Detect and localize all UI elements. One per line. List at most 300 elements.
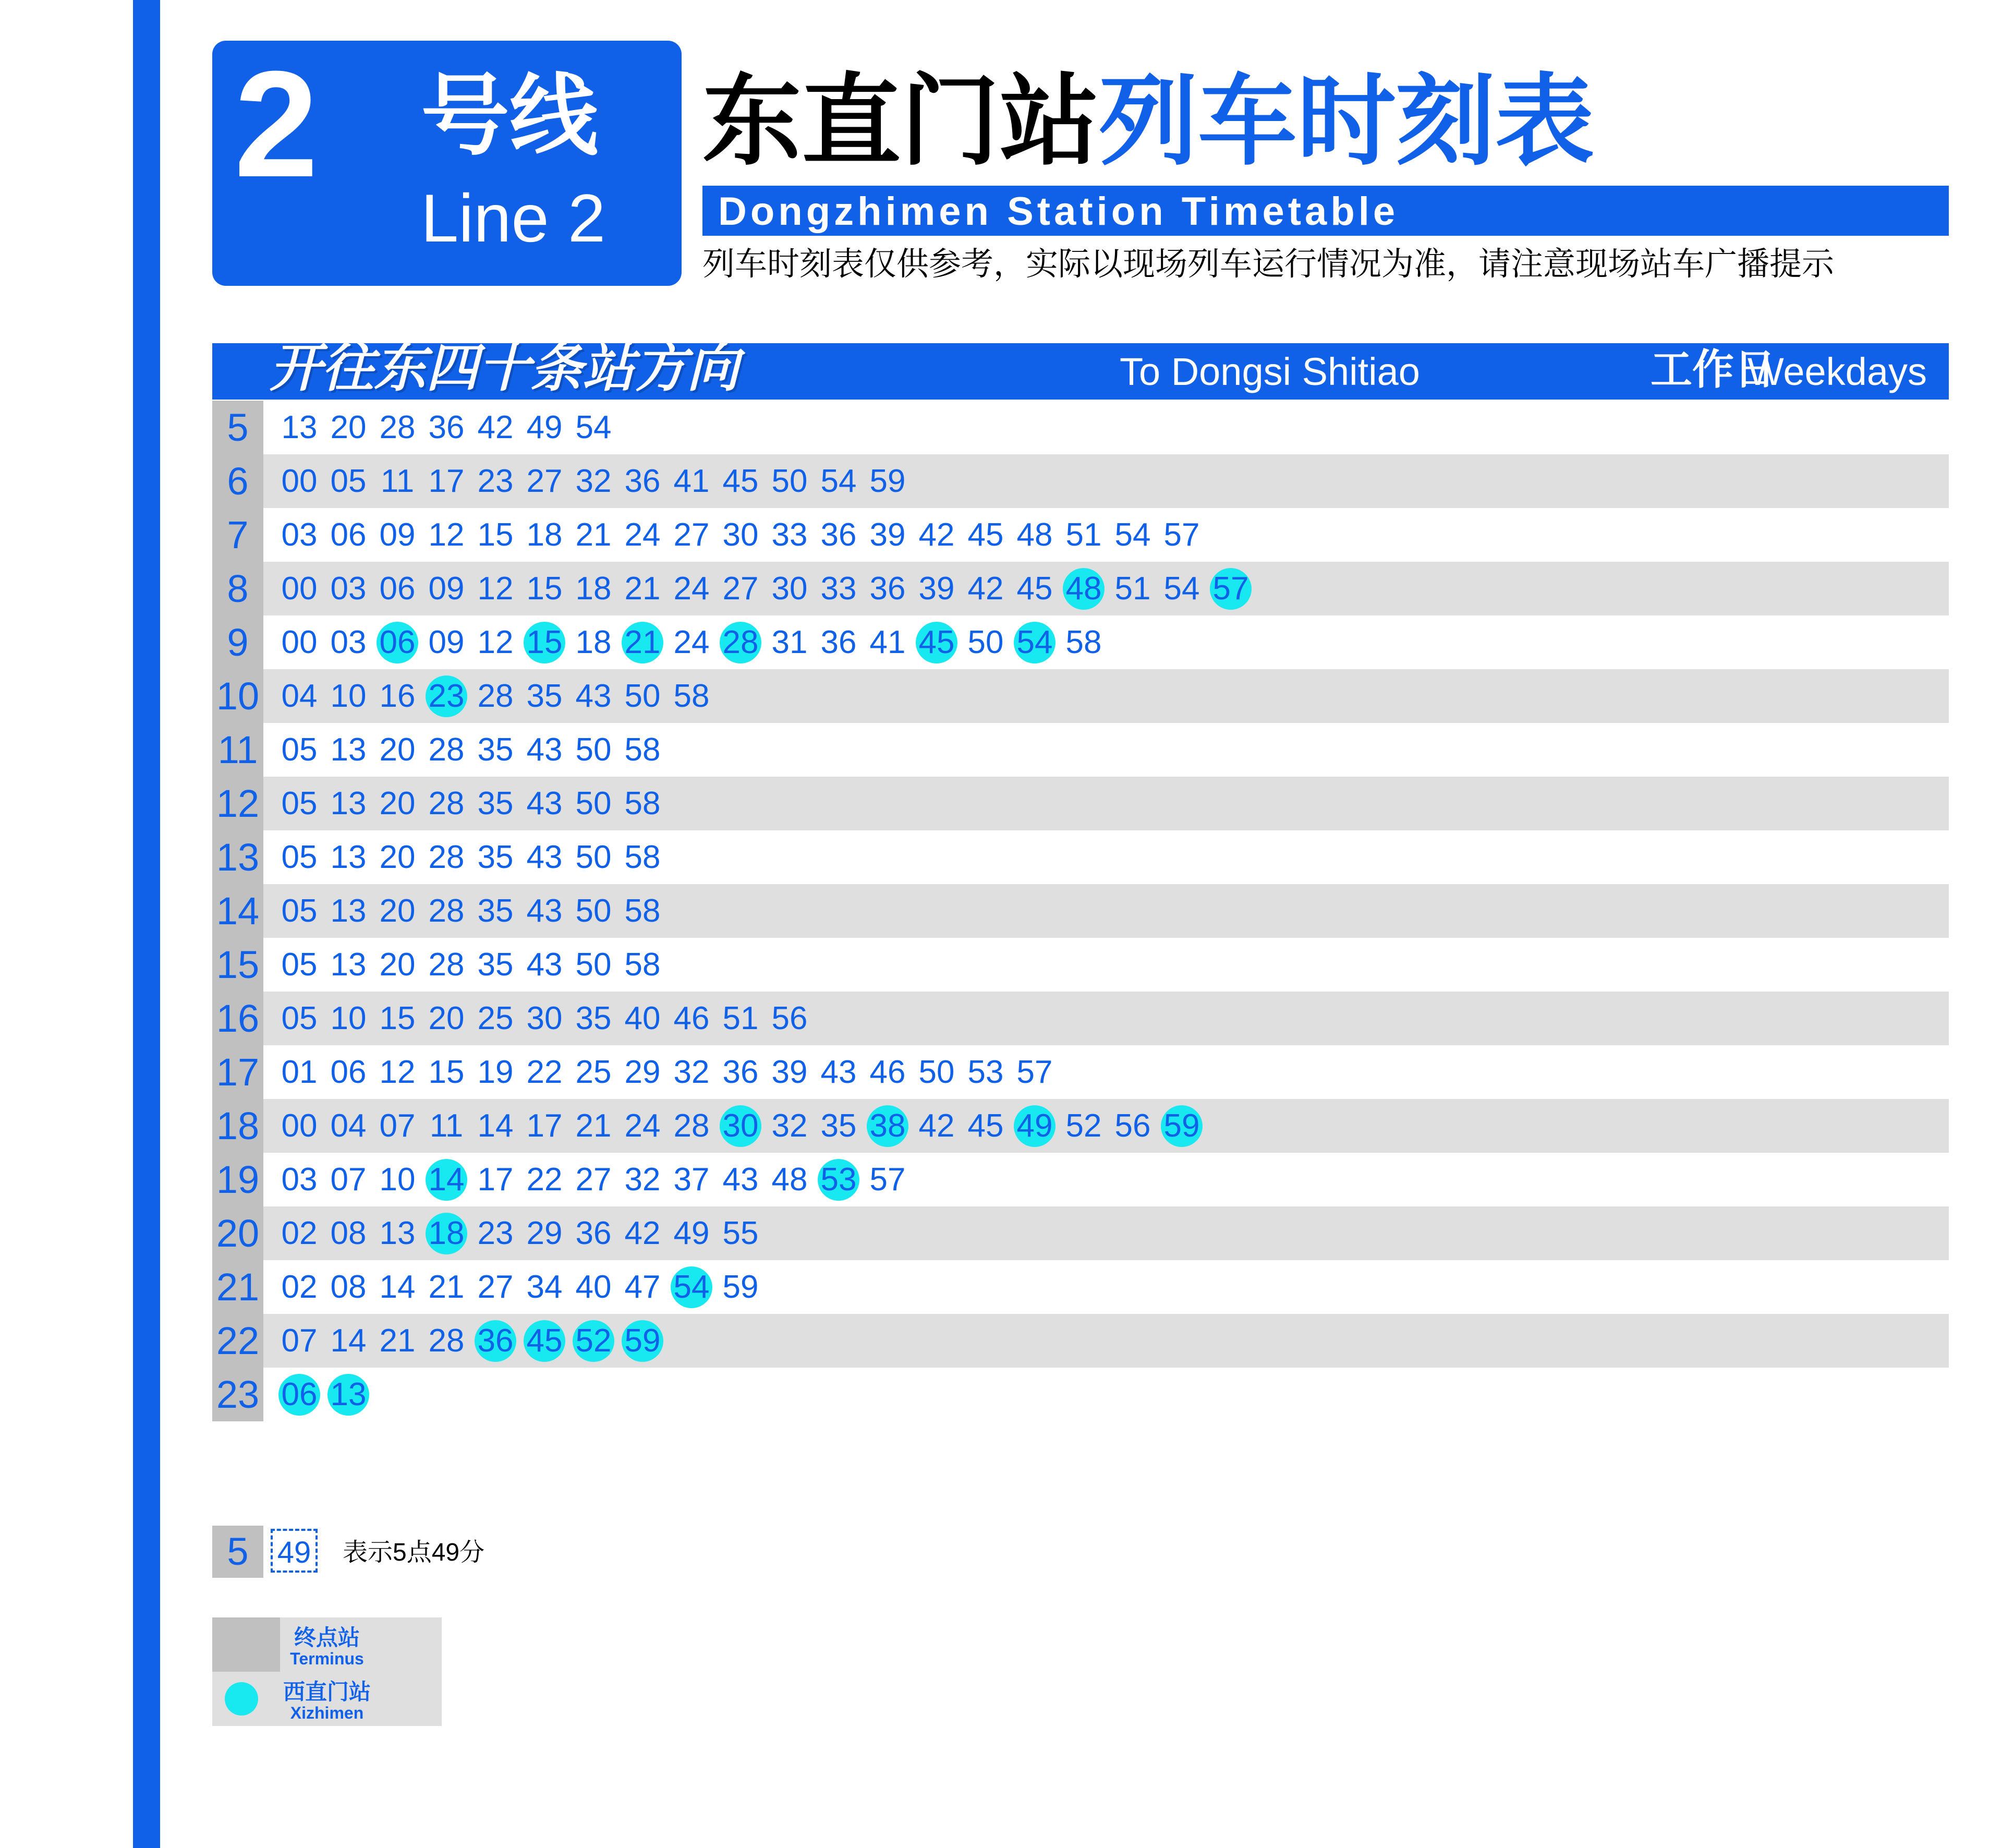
timetable-hour-cell: 5 (212, 401, 263, 454)
timetable-minute: 17 (477, 1162, 514, 1198)
timetable-minute: 07 (281, 1323, 318, 1359)
timetable-minute: 11 (429, 1108, 464, 1144)
timetable-minute: 33 (820, 571, 857, 607)
timetable-minute: 50 (575, 839, 612, 876)
timetable-row (212, 1206, 1949, 1260)
timetable-minutes (275, 562, 1255, 615)
timetable-minute: 05 (281, 947, 318, 983)
timetable-minute: 51 (722, 1000, 759, 1037)
timetable-minute-terminus: 15 (524, 622, 565, 663)
timetable-sheet (160, 0, 2002, 1848)
timetable-minute: 21 (575, 517, 612, 553)
timetable-minute: 17 (526, 1108, 563, 1144)
timetable-minute: 20 (428, 1000, 465, 1037)
timetable-minute: 00 (281, 571, 318, 607)
timetable-minutes (275, 830, 667, 884)
timetable-minute: 47 (624, 1269, 661, 1306)
timetable-minutes (275, 938, 667, 992)
timetable-minute: 50 (575, 732, 612, 768)
timetable-row (212, 723, 1949, 777)
timetable-minute: 34 (526, 1269, 563, 1306)
disclaimer-note: 列车时刻表仅供参考，实际以现场列车运行情况为准，请注意现场站车广播提示 (702, 246, 1835, 282)
timetable-row (212, 938, 1949, 992)
timetable-minute: 10 (330, 1000, 367, 1037)
timetable-minute: 00 (281, 463, 318, 500)
timetable-minute: 48 (1016, 517, 1053, 553)
timetable-minute: 57 (869, 1162, 906, 1198)
timetable-minute-terminus: 18 (426, 1213, 467, 1254)
timetable-minute: 31 (771, 624, 808, 661)
timetable-minute: 45 (967, 1108, 1004, 1144)
timetable-minute-terminus: 45 (524, 1320, 565, 1362)
timetable-minute: 13 (281, 409, 318, 446)
timetable-minute: 36 (722, 1054, 759, 1091)
timetable-minute: 40 (624, 1000, 661, 1037)
timetable-minute-terminus: 21 (622, 622, 663, 663)
timetable-minute: 28 (428, 947, 465, 983)
timetable-minute: 54 (1163, 571, 1200, 607)
timetable-row (212, 1153, 1949, 1206)
timetable-hour-cell: 22 (212, 1314, 263, 1368)
timetable-minute: 35 (575, 1000, 612, 1037)
timetable-minute: 03 (281, 517, 318, 553)
timetable-minute: 35 (477, 947, 514, 983)
timetable-row (212, 1368, 1949, 1421)
timetable-minute-terminus: 59 (1161, 1105, 1203, 1147)
page-title-en-bar (702, 186, 1949, 236)
timetable-minute: 13 (330, 947, 367, 983)
timetable-minute: 10 (379, 1162, 416, 1198)
timetable-minute: 20 (379, 893, 416, 929)
timetable-minute: 14 (477, 1108, 514, 1144)
timetable-minute: 08 (330, 1215, 367, 1252)
line-number: 2 (234, 40, 319, 209)
timetable-minute: 05 (281, 732, 318, 768)
line-badge (212, 41, 682, 286)
timetable-minute: 49 (526, 409, 563, 446)
timetable-minute: 27 (673, 517, 710, 553)
timetable-row (212, 562, 1949, 615)
timetable-minutes (275, 1045, 1059, 1099)
timetable-minute: 28 (379, 409, 416, 446)
timetable-minutes (275, 1099, 1206, 1153)
timetable-minute: 05 (281, 893, 318, 929)
timetable-minute: 57 (1163, 517, 1200, 553)
timetable-minute: 35 (820, 1108, 857, 1144)
timetable-minute: 40 (575, 1269, 612, 1306)
timetable-row (212, 615, 1949, 669)
legend-station-row (212, 1672, 442, 1726)
timetable-minute: 45 (722, 463, 759, 500)
timetable-minute: 15 (379, 1000, 416, 1037)
timetable-hour-cell: 11 (212, 723, 263, 777)
timetable-minute: 21 (379, 1323, 416, 1359)
timetable-minute: 28 (477, 678, 514, 715)
timetable-row (212, 1260, 1949, 1314)
timetable-minute: 54 (575, 409, 612, 446)
page-title-station: 东直门站 (702, 66, 1099, 177)
legend-example-text: 表示5点49分 (343, 1539, 485, 1566)
timetable-row (212, 1314, 1949, 1368)
timetable-minute: 43 (526, 947, 563, 983)
timetable-minute: 59 (869, 463, 906, 500)
timetable-minute: 23 (477, 463, 514, 500)
timetable-minute: 50 (575, 947, 612, 983)
timetable-minute: 12 (428, 517, 465, 553)
left-accent-bar (133, 0, 160, 1848)
page-title-en: Dongzhimen Station Timetable (718, 189, 1399, 234)
timetable-row (212, 454, 1949, 508)
timetable-minute: 36 (575, 1215, 612, 1252)
timetable-minute: 54 (1114, 517, 1151, 553)
timetable-row (212, 401, 1949, 454)
timetable-minute: 05 (281, 839, 318, 876)
page-title (702, 66, 1595, 177)
timetable-minute: 02 (281, 1269, 318, 1306)
timetable-minutes (275, 884, 667, 938)
direction-label-en: To Dongsi Shitiao (1120, 350, 1420, 393)
timetable-minute: 58 (624, 786, 661, 822)
legend-terminus-en: Terminus (290, 1649, 364, 1668)
timetable-minute: 42 (918, 517, 955, 553)
timetable-minute: 56 (771, 1000, 808, 1037)
timetable-minute: 58 (1065, 624, 1102, 661)
timetable-minute: 39 (918, 571, 955, 607)
timetable-minute: 05 (281, 786, 318, 822)
timetable-hour-cell: 19 (212, 1153, 263, 1206)
timetable-minute: 43 (526, 893, 563, 929)
timetable-hour-cell: 15 (212, 938, 263, 992)
timetable-minute: 57 (1016, 1054, 1053, 1091)
timetable-minute: 20 (379, 839, 416, 876)
timetable-minute: 50 (771, 463, 808, 500)
timetable-minute: 18 (575, 624, 612, 661)
timetable-minute-terminus: 06 (377, 622, 418, 663)
timetable-minute: 20 (379, 786, 416, 822)
timetable-minute-terminus: 36 (475, 1320, 516, 1362)
page-title-suffix: 列车时刻表 (1099, 66, 1595, 177)
timetable-minute: 45 (1016, 571, 1053, 607)
timetable-hour-cell: 12 (212, 777, 263, 830)
timetable-minute: 24 (673, 624, 710, 661)
timetable-minute: 28 (428, 839, 465, 876)
timetable-minutes (275, 1368, 373, 1421)
timetable-minute: 30 (526, 1000, 563, 1037)
timetable-minute: 23 (477, 1215, 514, 1252)
timetable-minutes (275, 777, 667, 830)
timetable-minute: 21 (624, 571, 661, 607)
timetable-row (212, 992, 1949, 1045)
timetable-minute: 58 (673, 678, 710, 715)
timetable-minute-terminus: 13 (327, 1374, 369, 1416)
timetable-minute: 28 (428, 893, 465, 929)
timetable-minute: 43 (575, 678, 612, 715)
timetable-minute: 05 (281, 1000, 318, 1037)
timetable-minute: 13 (330, 893, 367, 929)
timetable-minute: 32 (624, 1162, 661, 1198)
timetable-hour-cell: 7 (212, 508, 263, 562)
timetable-minutes (275, 1153, 912, 1206)
timetable (212, 401, 1949, 1421)
timetable-minute: 35 (477, 893, 514, 929)
timetable-minute: 00 (281, 624, 318, 661)
timetable-minute: 24 (673, 571, 710, 607)
timetable-minute: 13 (379, 1215, 416, 1252)
timetable-minute: 30 (722, 517, 759, 553)
timetable-hour-cell: 18 (212, 1099, 263, 1153)
timetable-minute: 41 (673, 463, 710, 500)
timetable-minute: 37 (673, 1162, 710, 1198)
timetable-minute: 06 (330, 1054, 367, 1091)
legend-terminus-cn: 终点站 (294, 1625, 360, 1650)
timetable-hour-cell: 13 (212, 830, 263, 884)
timetable-minute: 50 (967, 624, 1004, 661)
timetable-minute: 53 (967, 1054, 1004, 1091)
timetable-minute: 12 (379, 1054, 416, 1091)
timetable-minute: 28 (428, 732, 465, 768)
timetable-minute: 39 (771, 1054, 808, 1091)
timetable-minute: 58 (624, 893, 661, 929)
timetable-minute: 20 (379, 947, 416, 983)
legend-example-minute: 49 (271, 1529, 318, 1573)
timetable-minute: 39 (869, 517, 906, 553)
timetable-minute: 51 (1114, 571, 1151, 607)
legend-example-hour: 5 (212, 1526, 263, 1578)
timetable-minute: 42 (624, 1215, 661, 1252)
timetable-minute: 35 (526, 678, 563, 715)
timetable-minutes (275, 992, 814, 1045)
timetable-hour-cell: 20 (212, 1206, 263, 1260)
timetable-minute: 42 (967, 571, 1004, 607)
legend-terminus-row (212, 1617, 442, 1672)
timetable-minute: 42 (477, 409, 514, 446)
timetable-minute: 58 (624, 732, 661, 768)
legend-station-en: Xizhimen (290, 1704, 364, 1722)
timetable-minute: 27 (477, 1269, 514, 1306)
timetable-minute: 56 (1114, 1108, 1151, 1144)
timetable-minute: 28 (673, 1108, 710, 1144)
legend-station-cn: 西直门站 (283, 1680, 371, 1704)
timetable-minute: 59 (722, 1269, 759, 1306)
timetable-minute: 14 (330, 1323, 367, 1359)
timetable-minute-terminus: 30 (720, 1105, 761, 1147)
timetable-minute: 55 (722, 1215, 759, 1252)
timetable-minute: 36 (869, 571, 906, 607)
timetable-minute: 33 (771, 517, 808, 553)
timetable-minute: 13 (330, 786, 367, 822)
timetable-minute: 17 (428, 463, 465, 500)
timetable-minute-terminus: 48 (1063, 568, 1105, 610)
timetable-minutes (275, 401, 618, 454)
timetable-minute: 58 (624, 947, 661, 983)
timetable-minute: 00 (281, 1108, 318, 1144)
timetable-minute: 12 (477, 571, 514, 607)
timetable-minute: 36 (820, 624, 857, 661)
timetable-minute: 48 (771, 1162, 808, 1198)
timetable-minute: 49 (673, 1215, 710, 1252)
legend (212, 1526, 838, 1722)
timetable-hour-cell: 21 (212, 1260, 263, 1314)
timetable-minute: 50 (918, 1054, 955, 1091)
line-label-en: Line 2 (421, 180, 606, 256)
timetable-minute: 43 (526, 786, 563, 822)
timetable-minute: 50 (575, 786, 612, 822)
timetable-row (212, 884, 1949, 938)
timetable-row (212, 1045, 1949, 1099)
timetable-minute: 43 (820, 1054, 857, 1091)
timetable-minute: 15 (477, 517, 514, 553)
daytype-label-cn: 工作日 (1651, 346, 1776, 393)
timetable-minute: 09 (428, 624, 465, 661)
timetable-minute: 43 (526, 839, 563, 876)
timetable-minute: 22 (526, 1162, 563, 1198)
timetable-minute: 28 (428, 1323, 465, 1359)
timetable-row (212, 830, 1949, 884)
timetable-minutes (275, 454, 912, 508)
timetable-minute: 29 (624, 1054, 661, 1091)
timetable-minute: 06 (379, 571, 416, 607)
timetable-minute: 03 (330, 571, 367, 607)
timetable-minute: 35 (477, 786, 514, 822)
timetable-hour-cell: 6 (212, 454, 263, 508)
timetable-minute: 01 (281, 1054, 318, 1091)
timetable-minute: 30 (771, 571, 808, 607)
timetable-minute: 58 (624, 839, 661, 876)
timetable-minutes (275, 508, 1206, 562)
timetable-minute-terminus: 45 (916, 622, 957, 663)
timetable-row (212, 669, 1949, 723)
timetable-minute: 24 (624, 517, 661, 553)
timetable-minute: 19 (477, 1054, 514, 1091)
timetable-minute: 22 (526, 1054, 563, 1091)
timetable-minute: 05 (330, 463, 367, 500)
timetable-minute: 36 (624, 463, 661, 500)
timetable-minute: 50 (575, 893, 612, 929)
timetable-minute: 41 (869, 624, 906, 661)
timetable-minute-terminus: 59 (622, 1320, 663, 1362)
timetable-hour-cell: 8 (212, 562, 263, 615)
legend-example (212, 1526, 838, 1578)
timetable-minute: 11 (380, 463, 415, 500)
timetable-minute: 15 (428, 1054, 465, 1091)
timetable-minute: 09 (428, 571, 465, 607)
timetable-minutes (275, 615, 1108, 669)
timetable-minute-terminus: 53 (818, 1159, 859, 1201)
timetable-minute: 36 (428, 409, 465, 446)
timetable-minute: 35 (477, 839, 514, 876)
timetable-minute: 21 (575, 1108, 612, 1144)
timetable-minute: 35 (477, 732, 514, 768)
timetable-minutes (275, 1260, 765, 1314)
timetable-row (212, 777, 1949, 830)
timetable-minute: 24 (624, 1108, 661, 1144)
timetable-minutes (275, 723, 667, 777)
timetable-minute: 54 (820, 463, 857, 500)
timetable-minute: 15 (526, 571, 563, 607)
timetable-minute: 07 (379, 1108, 416, 1144)
timetable-minutes (275, 1206, 765, 1260)
timetable-minute: 27 (722, 571, 759, 607)
timetable-minute: 27 (575, 1162, 612, 1198)
timetable-minute: 21 (428, 1269, 465, 1306)
timetable-minute: 12 (477, 624, 514, 661)
timetable-hour-cell: 14 (212, 884, 263, 938)
direction-bar (212, 339, 1949, 400)
timetable-minute-terminus: 54 (1014, 622, 1055, 663)
timetable-minute-terminus: 52 (573, 1320, 614, 1362)
line-label-cn: 号线 (421, 67, 599, 166)
timetable-minute: 13 (330, 732, 367, 768)
timetable-minute-terminus: 38 (867, 1105, 908, 1147)
timetable-minute: 18 (575, 571, 612, 607)
timetable-minute: 42 (918, 1108, 955, 1144)
timetable-minute: 08 (330, 1269, 367, 1306)
timetable-minute: 06 (330, 517, 367, 553)
timetable-minute-terminus: 54 (671, 1266, 712, 1308)
timetable-minute: 28 (428, 786, 465, 822)
timetable-minute: 36 (820, 517, 857, 553)
timetable-minute: 32 (771, 1108, 808, 1144)
timetable-minutes (275, 669, 716, 723)
timetable-minute: 45 (967, 517, 1004, 553)
timetable-minute: 20 (330, 409, 367, 446)
timetable-minute: 32 (673, 1054, 710, 1091)
timetable-minute: 27 (526, 463, 563, 500)
timetable-row (212, 1099, 1949, 1153)
timetable-minute: 16 (379, 678, 416, 715)
timetable-minute-terminus: 49 (1014, 1105, 1055, 1147)
timetable-minute: 46 (673, 1000, 710, 1037)
timetable-minute: 04 (330, 1108, 367, 1144)
timetable-minute: 13 (330, 839, 367, 876)
timetable-minute: 51 (1065, 517, 1102, 553)
timetable-minute: 50 (624, 678, 661, 715)
timetable-minute-terminus: 14 (426, 1159, 467, 1201)
timetable-minute-terminus: 06 (278, 1374, 320, 1416)
timetable-minute: 32 (575, 463, 612, 500)
legend-key (212, 1617, 442, 1726)
timetable-hour-cell: 16 (212, 992, 263, 1045)
timetable-hour-cell: 10 (212, 669, 263, 723)
timetable-minute: 07 (330, 1162, 367, 1198)
timetable-hour-cell: 17 (212, 1045, 263, 1099)
timetable-minute: 52 (1065, 1108, 1102, 1144)
daytype-label-en: Weekdays (1747, 350, 1927, 393)
timetable-minute: 43 (526, 732, 563, 768)
timetable-minute: 03 (281, 1162, 318, 1198)
timetable-row (212, 508, 1949, 562)
timetable-minute: 20 (379, 732, 416, 768)
timetable-minute-terminus: 57 (1210, 568, 1252, 610)
timetable-minute: 10 (330, 678, 367, 715)
timetable-minute: 03 (330, 624, 367, 661)
timetable-minute: 18 (526, 517, 563, 553)
timetable-minute: 02 (281, 1215, 318, 1252)
timetable-minutes (275, 1314, 667, 1368)
timetable-minute: 09 (379, 517, 416, 553)
timetable-minute: 14 (379, 1269, 416, 1306)
timetable-hour-cell: 9 (212, 615, 263, 669)
timetable-minute-terminus: 28 (720, 622, 761, 663)
direction-label-cn: 开往东四十条站方向 (270, 339, 739, 397)
timetable-minute: 46 (869, 1054, 906, 1091)
timetable-minute: 29 (526, 1215, 563, 1252)
timetable-minute: 04 (281, 678, 318, 715)
page-header (212, 41, 1949, 286)
timetable-minute: 43 (722, 1162, 759, 1198)
timetable-minute: 25 (575, 1054, 612, 1091)
timetable-minute: 25 (477, 1000, 514, 1037)
